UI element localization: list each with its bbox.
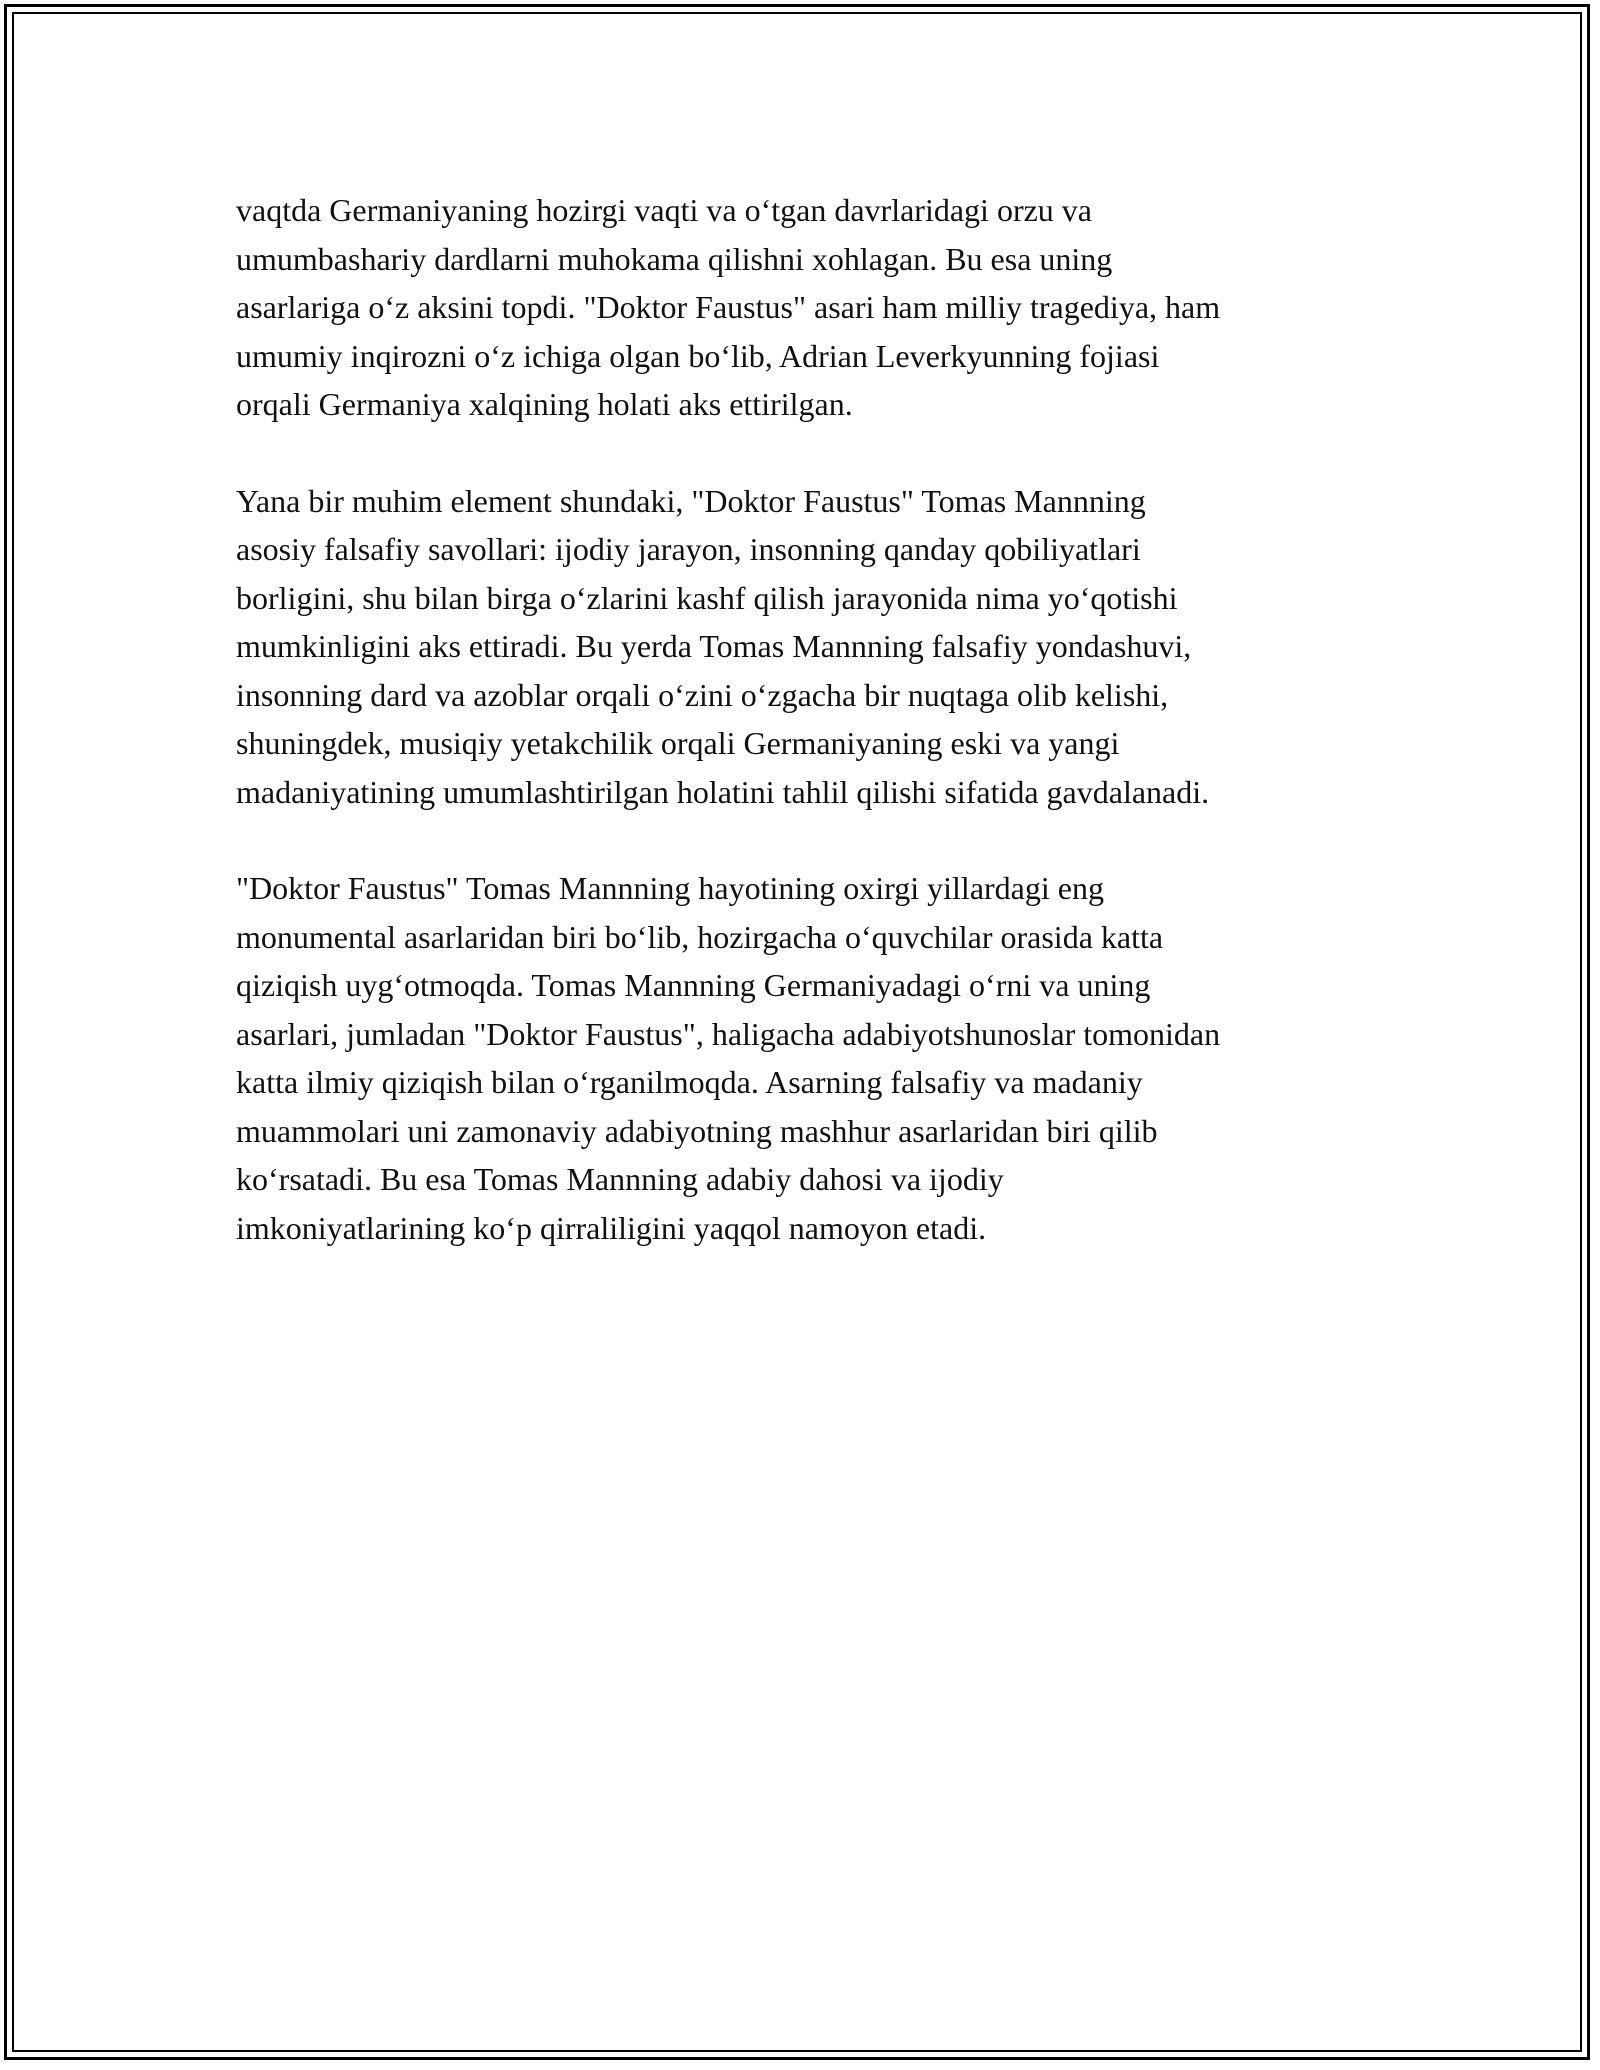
- text-line: monumental asarlaridan biri bo‘lib, hozirgacha o‘quvchilar orasida katta: [236, 918, 1164, 955]
- text-line: imkoniyatlarining ko‘p qirraliligini yaqqol namoyon etadi.: [236, 1209, 987, 1246]
- text-line: umumiy inqirozni o‘z ichiga olgan bo‘lib, Adrian Leverkyunning fojiasi: [236, 337, 1160, 374]
- text-line: shuningdek, musiqiy yetakchilik orqali Germaniyaning eski va yangi: [236, 725, 1120, 761]
- text-line: vaqtda Germaniyaning hozirgi vaqti va o‘tgan davrlaridagi orzu va: [236, 192, 1092, 228]
- text-line: muammolari uni zamonaviy adabiyotning mashhur asarlaridan biri qilib: [236, 1112, 1158, 1149]
- text-line: insonning dard va azoblar orqali o‘zini o‘zgacha bir nuqtaga olib kelishi,: [236, 676, 1169, 713]
- text-line: Yana bir muhim element shundaki, "Doktor Faustus" Tomas Mannning: [236, 482, 1146, 519]
- text-line: asarlariga o‘z aksini topdi. "Doktor Faustus" asari ham milliy tragediya, ham: [236, 289, 1221, 325]
- text-line: katta ilmiy qiziqish bilan o‘rganilmoqda. Asarning falsafiy va madaniy: [236, 1064, 1143, 1100]
- paragraph-3: [236, 864, 1366, 1252]
- paragraph-1: [236, 186, 1366, 429]
- text-line: madaniyatining umumlashtirilgan holatini tahlil qilishi sifatida gavdalanadi.: [236, 773, 1210, 810]
- paragraph-2: [236, 477, 1366, 817]
- text-line: umumbashariy dardlarni muhokama qilishni xohlagan. Bu esa uning: [236, 240, 1113, 277]
- text-line: asarlari, jumladan "Doktor Faustus", haligacha adabiyotshunoslar tomonidan: [236, 1015, 1221, 1052]
- text-line: mumkinligini aks ettiradi. Bu yerda Tomas Mannning falsafiy yondashuvi,: [236, 628, 1192, 664]
- text-line: orqali Germaniya xalqining holati aks ettirilgan.: [236, 386, 853, 422]
- text-line: ko‘rsatadi. Bu esa Tomas Mannning adabiy dahosi va ijodiy: [236, 1161, 1004, 1197]
- text-line: qiziqish uyg‘otmoqda. Tomas Mannning Germaniyadagi o‘rni va uning: [236, 967, 1151, 1003]
- text-line: "Doktor Faustus" Tomas Mannning hayotining oxirgi yillardagi eng: [236, 870, 1104, 906]
- text-line: asosiy falsafiy savollari: ijodiy jarayon, insonning qanday qobiliyatlari: [236, 531, 1141, 567]
- text-line: borligini, shu bilan birga o‘zlarini kashf qilish jarayonida nima yo‘qotishi: [236, 579, 1178, 616]
- document-body: [236, 186, 1366, 1252]
